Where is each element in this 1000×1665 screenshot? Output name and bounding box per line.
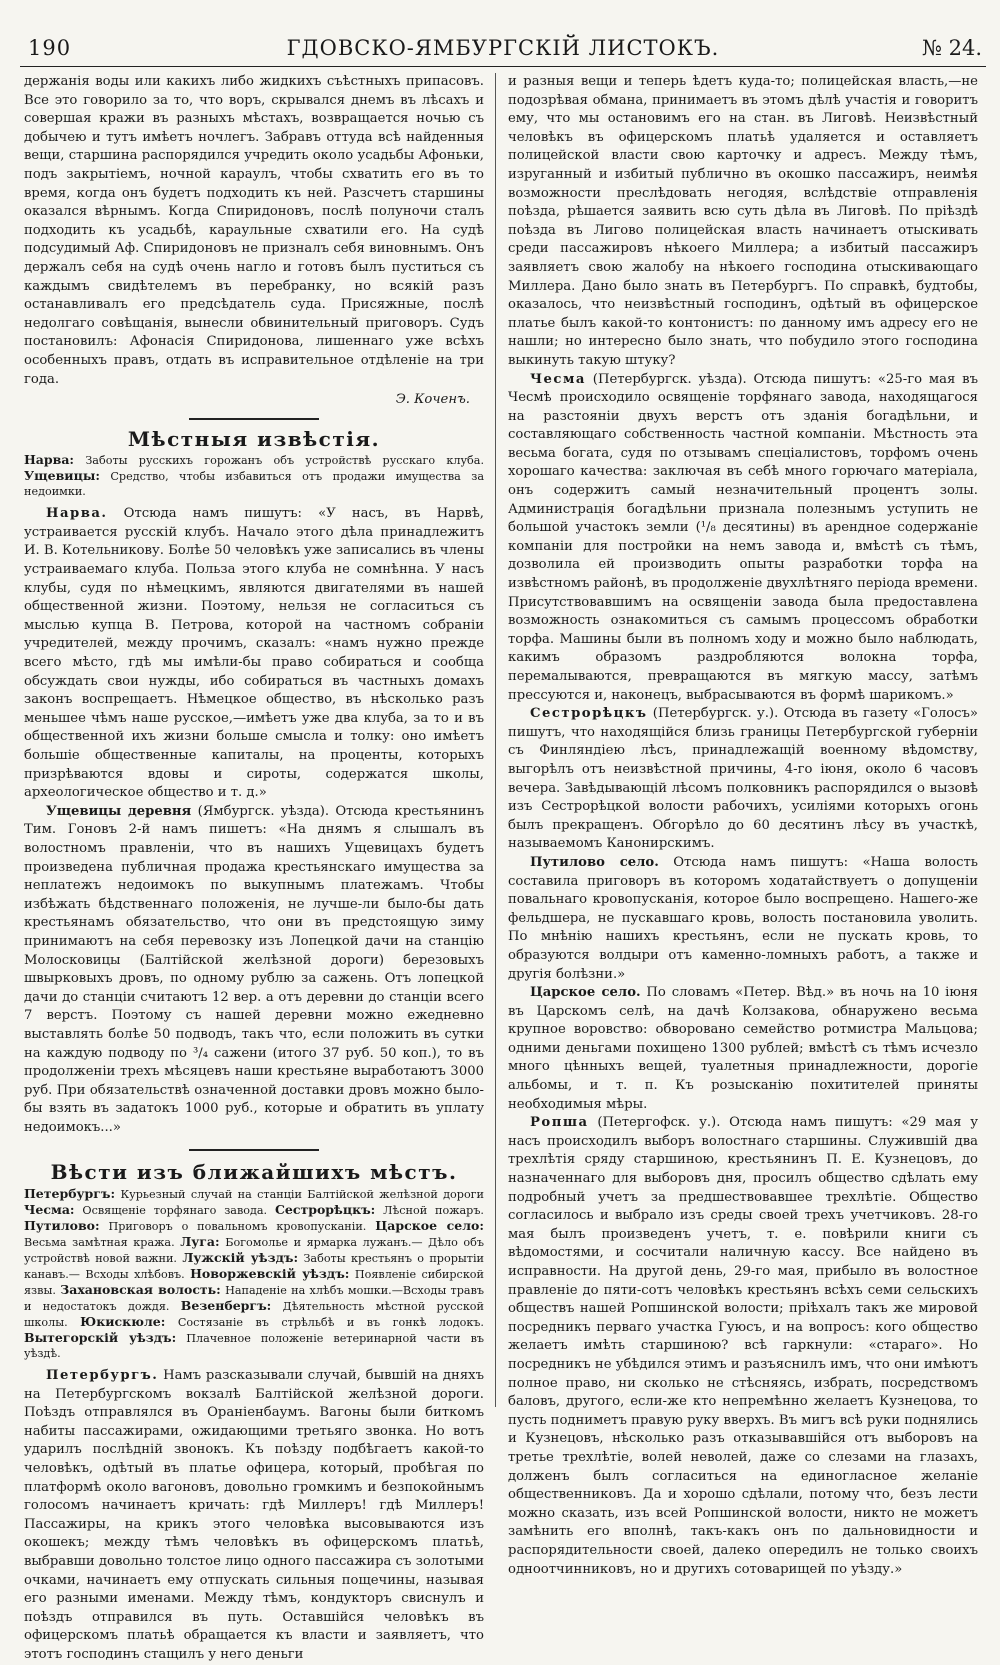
section-heading-local-news: Мѣстныя извѣстія. — [127, 426, 381, 451]
news-item-sestroretsk: Сестрорѣцкъ (Петербургск. у.). Отсюда въ газету «Голосъ» пишутъ, что находящійся близь границы Петербургской губерніи съ Финляндіею лѣсъ, принадлежащій военному вѣдомству, выгорѣлъ отъ неизвѣстной причины, 4-го іюня, около 6 часовъ вечера. Завѣдывающій лѣсомъ полковникъ распорядился о вызовѣ изъ Сестрорѣцкой волости рабочихъ, усиліями которыхъ огонь былъ прекращенъ. Обгорѣло до 60 десятинъ лѣсу въ участкѣ, называемомъ Канонирскимъ. — [508, 706, 978, 852]
section-summary: Петербургъ: Курьезный случай на станціи Балтійской желѣзной дороги Чесма: Освященіе торфянаго завода. Сестрорѣцкъ: Лѣсной пожаръ. Путилово: Приговоръ о повальномъ кровопусканіи. Царское село: Весьма замѣтная кража. Луга: Богомолье и ярмарка лужанъ.— Дѣло объ устройствѣ новой важни. Лужскій уѣздъ: Заботы крестьянъ о прорытіи канавъ.— Всходы хлѣбовъ. Новоржевскій уѣздъ: Появленіе сибирской язвы. Захановская волость: Нападеніе на хлѣбъ мошки.—Всходы травъ и недостатокъ дождя. Везенбергъ: Дѣятельность мѣстной русской школы. Юкискюле: Состязаніе въ стрѣльбѣ и въ гонкѣ лодокъ. Вытегорскій уѣздъ: Плачевное положеніе ветеринарной части въ уѣздѣ. — [24, 1186, 485, 1361]
news-item-narva: Нарва. Отсюда намъ пишутъ: «У насъ, въ Нарвѣ, устраивается русскій клубъ. Начало этого дѣла принадлежитъ И. В. Котельникову. Болѣе 50 человѣкъ уже записались въ члены устраиваемаго клуба. Польза этого клуба не сомнѣнна. У насъ клубы, судя по нѣмецкимъ, являются двигателями въ нашей общественной жизни. Поэтому, нельзя не согласиться съ мыслью купца В. Петрова, которой на частномъ собраніи учредителей, между прочимъ, сказалъ: «намъ нужно прежде всего мѣсто, гдѣ мы имѣли-бы право собираться и сообща обсуждать свои нужды, ибо собираться въ частныхъ домахъ законъ воспрещаетъ. Нѣмецкое общество, въ нѣсколько разъ меньшее чѣмъ наше русское,—имѣетъ уже два клуба, за то и въ общественной ихъ жизни больше смысла и толку: оно имѣетъ большіе общественные капиталы, на проценты, которыхъ призрѣваются вдовы и сироты, содержатся школы, археологическое общество и т. д.» — [24, 506, 484, 801]
issue-number: № 24. — [922, 36, 982, 60]
news-item-petersburg: Петербургъ. Намъ разсказывали случай, бывшій на дняхъ на Петербургскомъ вокзалѣ Балтійской желѣзной дороги. Поѣздъ отправлялся въ Ораніенбаумъ. Вагоны были биткомъ набиты пассажирами, ожидающими третьяго звонка. Но вотъ ударилъ послѣдній звонокъ. Къ поѣзду подбѣгаетъ какой-то человѣкъ, одѣтый въ платье офицера, который, пробѣгая по платформѣ около вагоновъ, довольно громкимъ и безпокойнымъ голосомъ начинаетъ кричать: гдѣ Миллеръ! гдѣ Миллеръ! Пассажиры, на крикъ этого человѣка высовываются изъ окошекъ; между тѣмъ человѣкъ въ офицерскомъ платьѣ, выбравши довольно толстое лицо одного пассажира съ золотыми очками, начинаетъ ему отпускать сильныя пощечины, называя его разными именами. Между тѣмъ, кондукторъ свиснулъ и поѣздъ отправился въ путь. Оставшійся человѣкъ въ офицерскомъ платьѣ обращается къ власти и заявляетъ, что этотъ господинъ стащилъ у него деньги — [24, 1368, 484, 1662]
right-column — [508, 73, 978, 1577]
column-divider — [495, 73, 496, 1407]
news-item-ropsha: Ропша (Петергофск. у.). Отсюда намъ пишутъ: «29 мая у насъ происходилъ выборъ волостнаго старшины. Служившій два трехлѣтія сряду старшиною, крестьянинъ П. Е. Кузнецовъ, до назначеннаго для выборовъ дня, просилъ общество сдѣлать ему подробный учетъ за предшествовавшее трехлѣтіе. Общество согласилось и выбрало изъ среды своей трехъ учетчиковъ. 28-го мая былъ произведенъ учетъ, т. е. повѣрили книги съ вѣдомостями, и сосчитали наличную кассу. Все найдено въ исправности. На другой день, 29-го мая, прибыло въ волостное правленіе до пяти-сотъ человѣкъ крестьянъ всѣхъ семи сельскихъ обществъ нашей Ропшинской волости; пріѣхалъ такъ же мировой посредникъ перваго участка Гуюсъ, и на вопросъ: кого общество желаетъ имѣть старшиною? всѣ гаркнули: «стараго». Но посредникъ не убѣдился этимъ и разъяснилъ имъ, что они имѣютъ полное право, ни сколько не стѣсняясь, избрать, посредствомъ баловъ, другого, если-же кто непремѣнно желаетъ Кузнецова, то пусть подниметъ правую руку вверхъ. Въ мигъ всѣ руки поднялись и Кузнецовъ, нѣсколько разъ отказывавшійся отъ выборовъ на третье трехлѣтіе, волей неволей, даже со слезами на глазахъ, долженъ былъ согласиться на единогласное желаніе общественниковъ. Да и хорошо сдѣлали, потому что, безъ лести можно сказать, изъ всей Ропшинской волости, никто не можетъ замѣнить его вполнѣ, такъ-какъ онъ по дальновидности и распорядительности своей, далеко опередилъ не только своихъ одноотчинниковъ, но и другихъ сотоварищей по уѣзду.» — [508, 1115, 978, 1577]
left-column — [24, 73, 485, 1662]
news-item-putilovo: Путилово село. Отсюда намъ пишутъ: «Наша волость составила приговоръ въ которомъ ходатайствуетъ о допущеніи повальнаго кровопусканія, которое было воспрещено. Нашего-же фельдшера, не пускавшаго кровь, волость постановила уволить. По мнѣнію нашихъ крестьянъ, если не пускать кровь, то образуются волдыри отъ каменно-ломныхъ работъ, а также и другія болѣзни.» — [508, 854, 978, 982]
section-summary: Нарва: Заботы русскихъ горожанъ объ устройствѣ русскаго клуба. Ущевицы: Средство, чтобы избавиться отъ продажи имущества за недоимки. — [24, 452, 484, 499]
article-continuation: держанія воды или какихъ либо жидкихъ съѣстныхъ припасовъ. Все это говорило за то, что воръ, скрывался днемъ въ лѣсахъ и совершая кражи въ разныхъ мѣстахъ, возвращается ночью съ добычею и тутъ имѣетъ ночлегъ. Забравъ оттуда всѣ найденныя вещи, старшина распорядился учредить около усадьбы Афоньки, подъ закрытіемъ, ночной караулъ, чтобы схватить его въ то время, когда онъ будетъ подходить къ ней. Разсчетъ старшины оказался вѣрнымъ. Когда Спиридоновъ, послѣ полуночи сталъ подходить къ усадьбѣ, караульные схватили его. На судѣ подсудимый Аф. Спиридоновъ не призналъ себя виновнымъ. Онъ держалъ себя на судѣ очень нагло и готовъ былъ пуститься съ каждымъ свидѣтелемъ въ перебранку, но всякій разъ останавливалъ его предсѣдатель суда. Присяжные, послѣ недолгаго совѣщанія, вынесли обвинительный приговоръ. Судъ постановилъ: Афонасія Спиридонова, лишеннаго уже всѣхъ особенныхъ правъ, отдать въ исправительное отдѣленіе на три года. — [24, 74, 484, 387]
page-number: 190 — [28, 36, 72, 60]
page-header — [20, 36, 986, 67]
news-item-uschevitsy: Ущевицы деревня (Ямбургск. уѣзда). Отсюда крестьянинъ Тим. Гоновъ 2-й намъ пишетъ: «На днямъ я слышалъ въ волостномъ правленіи, что въ нашихъ Ущевицахъ будетъ произведена публичная продажа крестьянскаго имущества за неплатежъ недоимокъ по выкупнымъ платежамъ. Чтобы избѣжать бѣдственнаго положенія, не лучше-ли было-бы дать крестьянамъ обязательство, что они въ предстоящую зиму принимаютъ на себя перевозку изъ Лопецкой дачи на станцію Молосковицы (Балтійской желѣзной дороги) березовыхъ швырковыхъ дровъ, по одному рублю за сажень. Отъ лопецкой дачи до станціи считаютъ 12 вер. а отъ деревни до станціи всего 7 верстъ. Поэтому съ нашей деревни можно ежедневно выставлять болѣе 50 подводъ, такъ что, если положить въ сутки на каждую подводу по ³/₄ сажени (итого 37 руб. 50 коп.), то въ продолженіи трехъ мѣсяцевъ наши крестьяне выработаютъ 3000 руб. При обязательствѣ означенной доставки дровъ можно было-бы взять въ задатокъ 1000 руб., которые и обратить въ уплату недоимокъ...» — [24, 803, 484, 1135]
newspaper-title: ГДОВСКО-ЯМБУРГСКІЙ ЛИСТОКЪ. — [286, 36, 720, 60]
section-rule — [189, 418, 319, 420]
section-heading-nearby-news: Вѣсти изъ ближайшихъ мѣстъ. — [50, 1160, 458, 1185]
author-signature: Э. Коченъ. — [395, 392, 470, 408]
news-item-petersburg-continued: и разныя вещи и теперь ѣдетъ куда-то; полицейская власть,—не подозрѣвая обмана, принимаетъ въ этомъ дѣлѣ участія и говоритъ ему, что мы остановимъ его на стан. въ Лиговѣ. Неизвѣстный человѣкъ въ офицерскомъ платьѣ удаляется и оставляетъ полицейской власти свою карточку и адресъ. Между тѣмъ, изруганный и избитый публично въ окошко пассажиръ, неимѣя возможности преслѣдовать негодяя, вслѣдствіе отправленія поѣзда, рѣшается заявить всю суть дѣла въ Лиговѣ. По пріѣздѣ поѣзда въ Лигово полицейская власть начинаетъ отыскивать среди пассажировъ нѣкоего Миллера; а избитый пассажиръ заявляетъ свою жалобу на нѣкоего господина отыскивающаго Миллера. Дано было знать въ Петербургъ. По справкѣ, будтобы, оказалось, что неизвѣстный господинъ, одѣтый въ офицерское платье былъ какой-то контонистъ: по данному имъ адресу его не нашли; но интересно было знать, что побудило этого господина выкинуть такую штуку? — [508, 74, 978, 368]
news-item-tsarskoe-selo: Царское село. По словамъ «Петер. Вѣд.» въ ночь на 10 іюня въ Царскомъ селѣ, на дачѣ Колзакова, обнаружено весьма крупное воровство: обворовано семейство ротмистра Мальцова; одними деньгами похищено 1300 рублей; вмѣстѣ съ тѣмъ исчезло много цѣнныхъ вещей, туалетныя принадлежности, дорогіе альбомы, и т. п. Къ розысканію похитителей приняты необходимыя мѣры. — [508, 985, 978, 1112]
section-rule — [189, 1149, 319, 1151]
news-item-chesma: Чесма (Петербургск. уѣзда). Отсюда пишутъ: «25-го мая въ Чесмѣ происходило освященіе торфянаго завода, находящагося на разстояніи двухъ верстъ отъ зданія богадѣльни, и составляющаго собственность частной компаніи. Мѣстность эта весьма богата, судя по отзывамъ спеціалистовъ, торфомъ очень хорошаго качества: заключая въ себѣ много горючаго матеріала, онъ содержитъ самый незначительный процентъ золы. Администрація богадѣльни признала полезнымъ уступить не большой участокъ земли (¹/₈ десятины) въ арендное содержаніе компаніи для постройки на немъ завода и, вмѣстѣ съ тѣмъ, дозволила ей производить опыты разработки торфа на извѣстномъ районѣ, въ продолженіе двухлѣтняго періода времени. Присутствовавшимъ на освященіи завода была предоставлена возможность ознакомиться съ самымъ процессомъ обработки торфа. Машины были въ полномъ ходу и можно было наблюдать, какимъ образомъ раздробляются волокна торфа, перемалываются, превращаются въ мягкую массу, затѣмъ прессуются и, наконецъ, выбрасываются въ формѣ шарикомъ.» — [508, 371, 978, 703]
